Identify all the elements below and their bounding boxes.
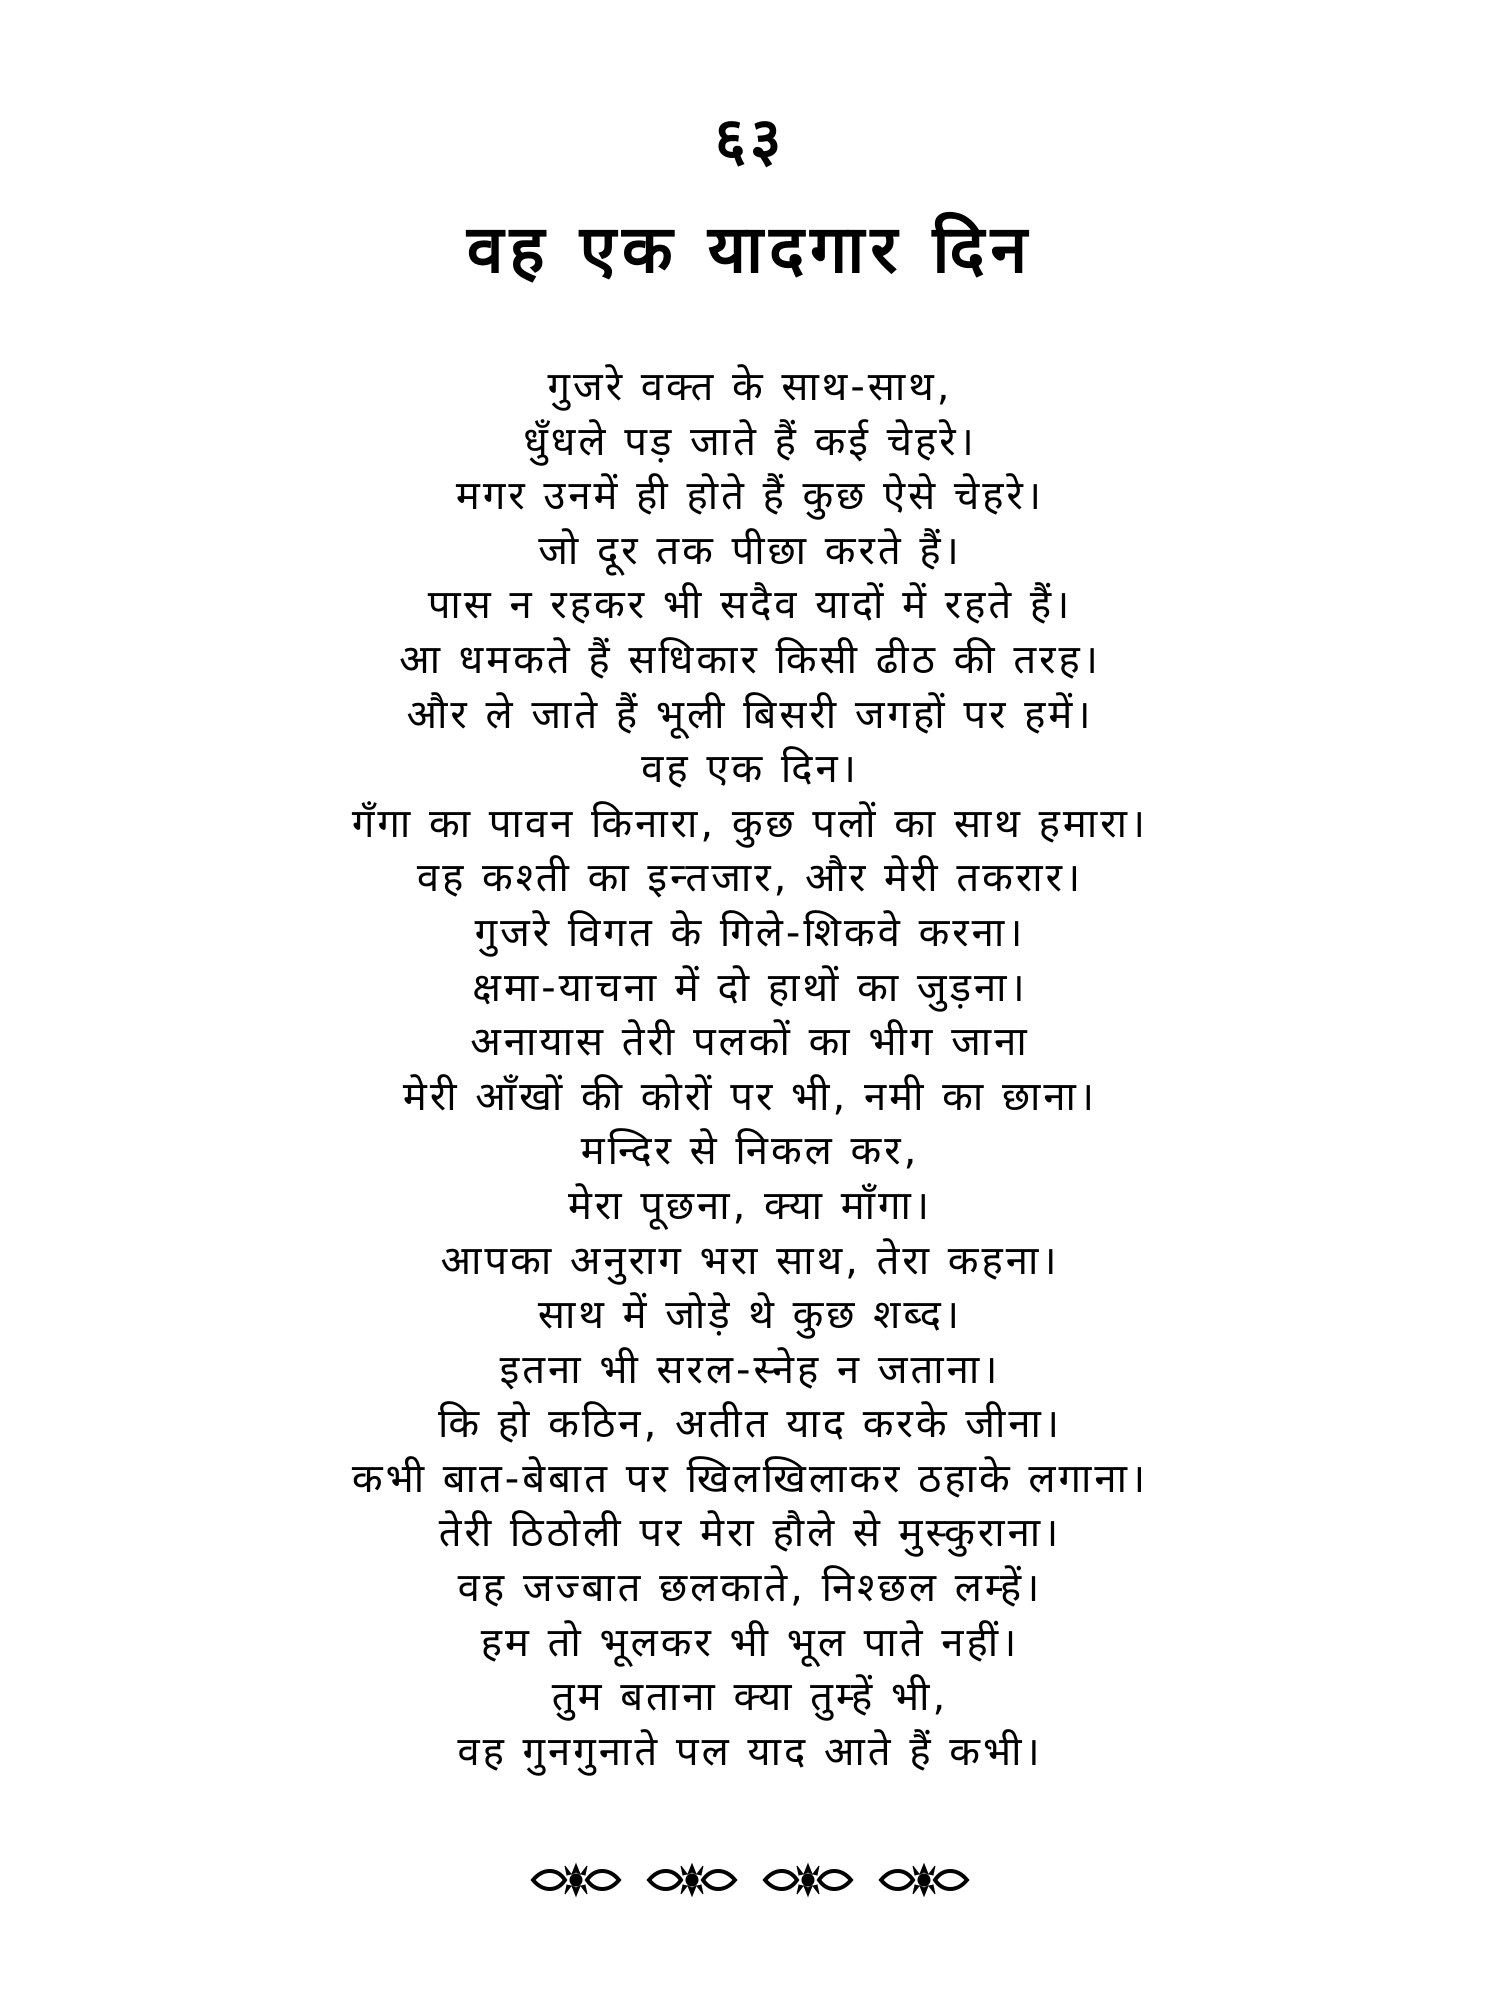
poem-line: कभी बात-बेबात पर खिलखिलाकर ठहाके लगाना। [351, 1455, 1149, 1502]
poem-line: वह एक दिन। [641, 746, 859, 793]
poem-title: वह एक यादगार दिन [466, 211, 1034, 288]
poem-line: आ धमकते हैं सधिकार किसी ढीठ की तरह। [399, 636, 1101, 683]
floral-divider-icon [877, 1862, 971, 1898]
poem-line: वह कश्ती का इन्तजार, और मेरी तकरार। [416, 855, 1084, 902]
poem-line: गुजरे वक्त के साथ-साथ, [547, 364, 953, 410]
poem-line: मेरी आँखों की कोरों पर भी, नमी का छाना। [402, 1073, 1098, 1120]
poem-line: गुजरे विगत के गिले-शिकवे करना। [474, 909, 1026, 956]
poem-line: मगर उनमें ही होते हैं कुछ ऐसे चेहरे। [455, 473, 1045, 520]
poem-line: इतना भी सरल-स्नेह न जताना। [499, 1346, 1001, 1393]
poem-line: गँगा का पावन किनारा, कुछ पलों का साथ हमारा। [351, 800, 1149, 847]
floral-divider [0, 1855, 1500, 1905]
poem-line: वह जज्बात छलकाते, निश्छल लम्हें। [457, 1565, 1043, 1612]
poem-line: मेरा पूछना, क्या माँगा। [567, 1182, 933, 1229]
poem-line: धुँधले पड़ जाते हैं कई चेहरे। [523, 418, 977, 465]
floral-divider-icon [529, 1862, 623, 1898]
poem-line: अनायास तेरी पलकों का भीग जाना [470, 1019, 1030, 1066]
poem-line: पास न रहकर भी सदैव यादों में रहते हैं। [427, 582, 1073, 629]
poem-line: जो दूर तक पीछा करते हैं। [538, 527, 962, 574]
poem-line: तेरी ठिठोली पर मेरा हौले से मुस्कुराना। [438, 1510, 1062, 1557]
poem-line: तुम बताना क्या तुम्हें भी, [551, 1674, 949, 1721]
poem-line: और ले जाते हैं भूली बिसरी जगहों पर हमें। [406, 691, 1094, 738]
poem-line: आपका अनुराग भरा साथ, तेरा कहना। [440, 1237, 1060, 1284]
poem-line: हम तो भूलकर भी भूल पाते नहीं। [480, 1619, 1020, 1666]
floral-divider-icon [645, 1862, 739, 1898]
poem-line: साथ में जोड़े थे कुछ शब्द। [537, 1292, 963, 1339]
floral-divider-icon [761, 1862, 855, 1898]
poem-line: कि हो कठिन, अतीत याद करके जीना। [437, 1401, 1063, 1448]
poem-line: मन्दिर से निकल कर, [580, 1128, 920, 1175]
poem-body [0, 360, 1500, 1779]
poem-line: क्षमा-याचना में दो हाथों का जुड़ना। [472, 964, 1028, 1011]
poem-line: वह गुनगुनाते पल याद आते हैं कभी। [457, 1728, 1043, 1775]
poem-number: ६३ [714, 105, 786, 175]
